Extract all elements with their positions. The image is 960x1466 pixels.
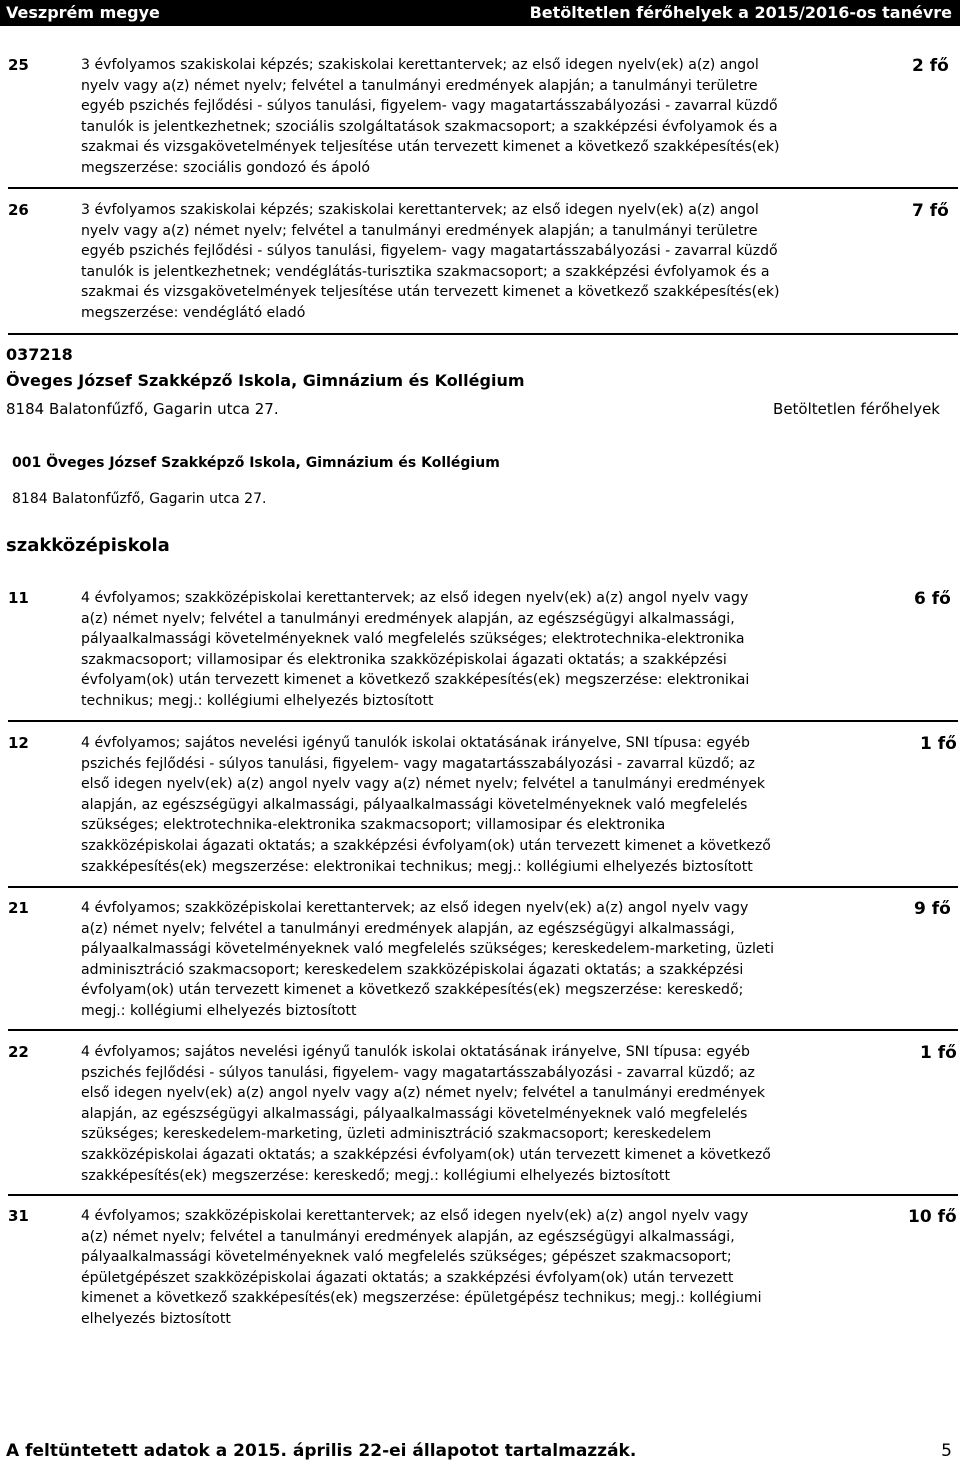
- track-title: szakközépiskola: [6, 535, 170, 556]
- entry-code: 26: [8, 201, 29, 219]
- entry-count: 6 fő: [914, 589, 951, 609]
- entry-description: 4 évfolyamos; sajátos nevelési igényű tanulók iskolai oktatásának irányelve, SNI típusa: egyéb pszichés fejlődési - súlyos tanulási, figyelem- vagy magatartásszabályozási - zavarral küzdő; az első idegen nyelv(ek) a(z) angol nyelv vagy a(z) német nyelv; felvétel a tanulmányi eredmények alapján, az egészségügyi alkalmassági, pályaalkalmassági követelményeknek való megfelelés szükséges; elektrotechnika-elektronika szakmacsoport; villamosipar és elektronika szakközépiskolai ágazati oktatás; a szakképzési évfolyam(ok) után tervezett kimenet a következő szakképesítés(ek) megszerzése: elektronikai technikus; megj.: kollégiumi elhelyezés biztosított: [81, 735, 771, 875]
- entry-count: 2 fő: [912, 56, 949, 76]
- school-name: Öveges József Szakképző Iskola, Gimnázium és Kollégium: [6, 371, 525, 390]
- entry-count: 1 fő: [920, 1043, 957, 1063]
- divider: [8, 1029, 958, 1031]
- entry-code: 31: [8, 1207, 29, 1225]
- divider: [8, 333, 958, 335]
- county-title: Veszprém megye: [6, 3, 160, 22]
- page-number: 5: [941, 1441, 952, 1461]
- divider: [8, 720, 958, 722]
- school-address: 8184 Balatonfűzfő, Gagarin utca 27.: [6, 400, 279, 418]
- entry-description: 4 évfolyamos; szakközépiskolai kerettantervek; az első idegen nyelv(ek) a(z) angol nyelv vagy a(z) német nyelv; felvétel a tanulmányi eredmények alapján, az egészségügyi alkalmassági, pályaalkalmassági követelményeknek való megfelelés szükséges; elektrotechnika-elektronika szakmacsoport; villamosipar és elektronika szakközépiskolai ágazati oktatás; a szakképzési évfolyam(ok) után tervezett kimenet a következő szakképesítés(ek) megszerzése: elektronikai technikus; megj.: kollégiumi elhelyezés biztosított: [81, 590, 750, 709]
- list-item: [8, 1206, 958, 1331]
- list-item: [8, 55, 958, 180]
- list-item: [8, 1042, 958, 1188]
- site-address: 8184 Balatonfűzfő, Gagarin utca 27.: [12, 491, 267, 507]
- entry-count: 9 fő: [914, 899, 951, 919]
- divider: [8, 886, 958, 888]
- entry-code: 11: [8, 589, 29, 607]
- page-header: [0, 0, 960, 26]
- entry-code: 22: [8, 1043, 29, 1061]
- entry-code: 12: [8, 734, 29, 752]
- entry-count: 10 fő: [908, 1207, 957, 1227]
- school-code: 037218: [6, 345, 73, 364]
- list-item: [8, 588, 958, 713]
- footer-note: A feltüntetett adatok a 2015. április 22-ei állapotot tartalmazzák.: [6, 1441, 637, 1461]
- site-name: 001 Öveges József Szakképző Iskola, Gimnázium és Kollégium: [12, 455, 500, 471]
- list-item: [8, 898, 958, 1023]
- entry-description: 4 évfolyamos; szakközépiskolai kerettantervek; az első idegen nyelv(ek) a(z) angol nyelv vagy a(z) német nyelv; felvétel a tanulmányi eredmények alapján, az egészségügyi alkalmassági, pályaalkalmassági követelményeknek való megfelelés szükséges; kereskedelem-marketing, üzleti adminisztráció szakmacsoport; kereskedelem szakközépiskolai ágazati oktatás; a szakképzési évfolyam(ok) után tervezett kimenet a következő szakképesítés(ek) megszerzése: kereskedő; megj.: kollégiumi elhelyezés biztosított: [81, 900, 774, 1019]
- entry-code: 21: [8, 899, 29, 917]
- divider: [8, 1194, 958, 1196]
- entry-description: 4 évfolyamos; sajátos nevelési igényű tanulók iskolai oktatásának irányelve, SNI típusa: egyéb pszichés fejlődési - súlyos tanulási, figyelem- vagy magatartásszabályozási - zavarral küzdő; az első idegen nyelv(ek) a(z) angol nyelv vagy a(z) német nyelv; felvétel a tanulmányi eredmények alapján, az egészségügyi alkalmassági, pályaalkalmassági követelményeknek való megfelelés szükséges; kereskedelem-marketing, üzleti adminisztráció szakmacsoport; kereskedelem szakközépiskolai ágazati oktatás; a szakképzési évfolyam(ok) után tervezett kimenet a következő szakképesítés(ek) megszerzése: kereskedő; megj.: kollégiumi elhelyezés biztosított: [81, 1044, 771, 1184]
- page-title: Betöltetlen férőhelyek a 2015/2016-os tanévre: [529, 3, 952, 22]
- vacancy-label: Betöltetlen férőhelyek: [773, 400, 940, 418]
- divider: [8, 187, 958, 189]
- list-item: [8, 200, 958, 325]
- entry-description: 4 évfolyamos; szakközépiskolai kerettantervek; az első idegen nyelv(ek) a(z) angol nyelv vagy a(z) német nyelv; felvétel a tanulmányi eredmények alapján, az egészségügyi alkalmassági, pályaalkalmassági követelményeknek való megfelelés szükséges; gépészet szakmacsoport; épületgépészet szakközépiskolai ágazati oktatás; a szakképzési évfolyam(ok) után tervezett kimenet a következő szakképesítés(ek) megszerzése: épületgépész technikus; megj.: kollégiumi elhelyezés biztosított: [81, 1208, 762, 1327]
- entry-description: 3 évfolyamos szakiskolai képzés; szakiskolai kerettantervek; az első idegen nyelv(ek) a(z) angol nyelv vagy a(z) német nyelv; felvétel a tanulmányi eredmények alapján; a tanulmányi területre egyéb pszichés fejlődési - súlyos tanulási, figyelem- vagy magatartásszabályozási - zavarral küzdő tanulók is jelentkezhetnek; vendéglátás-turisztika szakmacsoport; a szakképzési évfolyamok és a szakmai és vizsgakövetelmények teljesítése után tervezett kimenet a következő szakképesítés(ek) megszerzése: vendéglátó eladó: [81, 202, 780, 321]
- list-item: [8, 733, 958, 879]
- entry-code: 25: [8, 56, 29, 74]
- entry-count: 1 fő: [920, 734, 957, 754]
- entry-count: 7 fő: [912, 201, 949, 221]
- entry-description: 3 évfolyamos szakiskolai képzés; szakiskolai kerettantervek; az első idegen nyelv(ek) a(z) angol nyelv vagy a(z) német nyelv; felvétel a tanulmányi eredmények alapján; a tanulmányi területre egyéb pszichés fejlődési - súlyos tanulási, figyelem- vagy magatartásszabályozási - zavarral küzdő tanulók is jelentkezhetnek; szociális szolgáltatások szakmacsoport; a szakképzési évfolyamok és a szakmai és vizsgakövetelmények teljesítése után tervezett kimenet a következő szakképesítés(ek) megszerzése: szociális gondozó és ápoló: [81, 57, 780, 176]
